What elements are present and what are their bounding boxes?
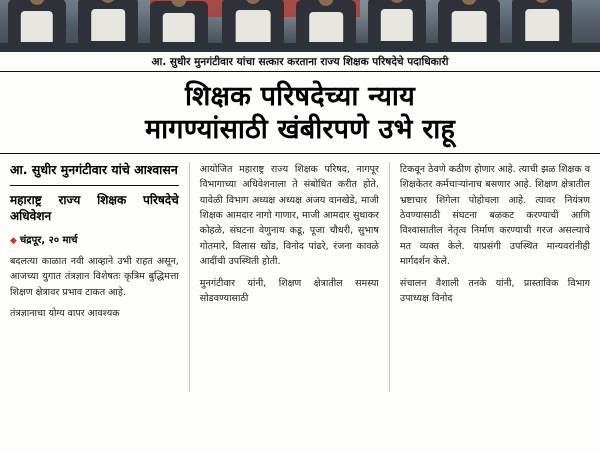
article-photo: [0, 0, 600, 52]
photo-person-head: [535, 0, 550, 3]
photo-person-head: [172, 0, 187, 7]
photo-person-shirt: [309, 12, 343, 42]
photo-person: [438, 0, 500, 43]
photo-person-shirt: [236, 10, 271, 42]
photo-person-shirt: [525, 9, 559, 41]
article-kicker: आ. सुधीर मुनगंटीवार यांचे आश्वासन: [10, 161, 178, 177]
article-body: [0, 154, 600, 392]
photo-person: [78, 0, 138, 43]
headline: [0, 72, 600, 154]
photo-foreground: [0, 43, 600, 52]
article-subhead: महाराष्ट्र राज्य शिक्षक परिषदेचे अधिवेशन: [10, 192, 179, 224]
photo-person-shirt: [452, 11, 487, 42]
kicker-divider: [10, 185, 179, 186]
dateline: [10, 233, 179, 249]
photo-person-head: [319, 0, 334, 6]
paragraph: बदलत्या काळात नवी आव्हाने उभी राहत असून, आजच्या युगात तंत्रज्ञान विशेषतः कृत्रिम बुद्धिमत्ता शिक्षण क्षेत्रावर प्रभाव टाकत आहे.: [10, 256, 179, 298]
headline-line-1: शिक्षक परिषदेच्या न्याय: [185, 81, 415, 112]
column-1: [10, 162, 190, 392]
paragraph: मुनगंटीवार यांनी, शिक्षण क्षेत्रातील समस्या सोडवण्यासाठी: [199, 277, 379, 304]
dateline-text: चंद्रपूर, २० मार्च: [19, 234, 78, 246]
photo-person: [296, 0, 356, 43]
photo-person: [368, 0, 426, 43]
photo-person-shirt: [163, 13, 195, 42]
photo-person-shirt: [91, 9, 125, 41]
photo-person: [512, 0, 572, 43]
paragraph: संचालन वैशाली तनके यांनी, प्रास्ताविक विभाग उपाध्यक्ष विनोद: [399, 277, 590, 304]
photo-person-shirt: [21, 11, 53, 42]
photo-person: [222, 0, 284, 43]
paragraph: तंत्रज्ञानाचा योग्य वापर आवश्यक: [10, 308, 120, 320]
headline-line-2: मागण्यांसाठी खंबीरपणे उभे राहू: [144, 114, 456, 146]
photo-person-head: [246, 0, 261, 4]
photo-caption: आ. सुधीर मुनगंटीवार यांचा सत्कार करताना राज्य शिक्षक परिषदेचे पदाधिकारी: [0, 52, 600, 72]
column-2: [190, 162, 390, 392]
photo-person-head: [101, 0, 116, 3]
photo-person-head: [390, 0, 405, 3]
photo-person: [150, 1, 208, 43]
photo-person-shirt: [381, 9, 413, 41]
column-3: [390, 162, 590, 392]
photo-person-head: [30, 0, 45, 5]
paragraph: आयोजित महाराष्ट्र राज्य शिक्षक परिषद, नागपूर विभागाच्या अधिवेशनाला ते संबोधित करीत होते. यावेळी विभाग अध्यक्ष अध्यक्ष अजय वानखेडे, माजी शिक्षक आमदार नागो गाणार, माजी आमदार सुधाकर कोहळे, संघटना वेणुनाथ कडू, पूजा चौधरी, सुभाष गोतमारे, विलास खोंड, विनोद पांढरे, रंजना कावळे आदींची उपस्थिती होती.: [199, 163, 379, 268]
photo-person-head: [462, 0, 477, 5]
dateline-bullet-icon: ◆: [10, 235, 17, 246]
photo-person: [8, 0, 66, 43]
paragraph: टिकवून ठेवणे कठीण होणार आहे. त्याची झळ शिक्षक व शिक्षकेतर कर्मचाऱ्यांनाच बसणार आहे. शिक्षण क्षेत्रातील भ्रष्टाचार शिगेला पोहोचला आहे. त्यावर नियंत्रण ठेवण्यासाठी संघटना बळकट करण्याची आणि विश्वासातील नेतृत्व निर्माण करण्याची गरज असल्याचे मत व्यक्त केले. याप्रसंगी उपस्थित मान्यवरांनीही मार्गदर्शन केले.: [399, 163, 590, 268]
